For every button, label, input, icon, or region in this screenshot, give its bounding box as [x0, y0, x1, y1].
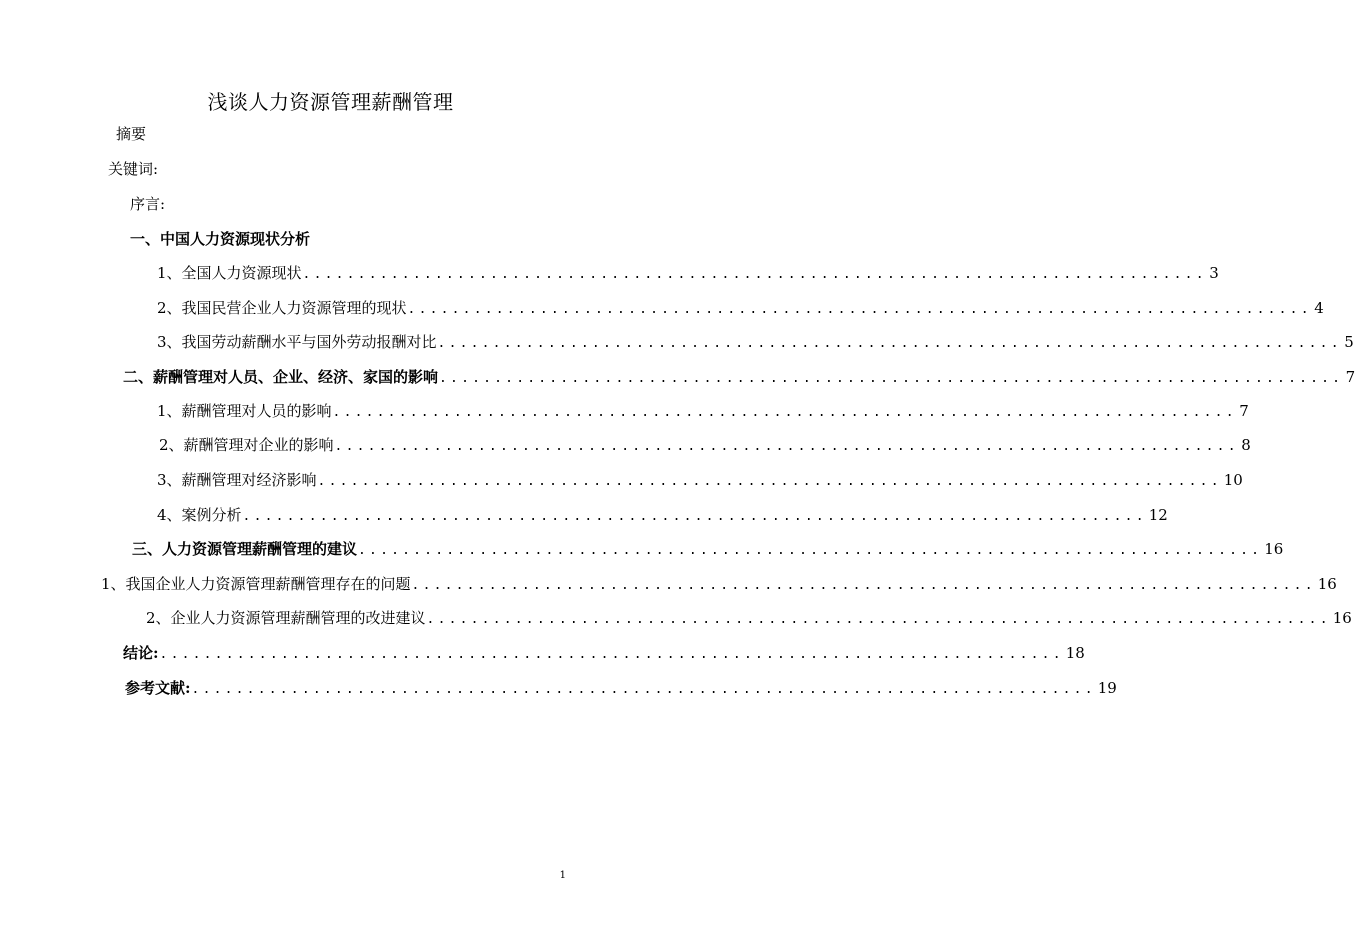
toc-leader-dots: .................................................................................. — [439, 371, 1344, 386]
toc-entry-1-1[interactable] — [157, 262, 1219, 284]
toc-entry-3-1[interactable] — [101, 573, 1337, 595]
toc-entry-text: 1、薪酬管理对人员的影响 — [157, 402, 332, 420]
toc-section-1-heading — [130, 228, 310, 250]
toc-entry-1-2[interactable] — [157, 297, 1324, 319]
toc-entry-text: 一、中国人力资源现状分析 — [130, 230, 311, 248]
toc-leader-dots: .................................................................................. — [332, 405, 1237, 420]
toc-entry-text: 1、全国人力资源现状 — [157, 264, 302, 282]
toc-page-number: 16 — [1264, 540, 1284, 558]
toc-leader-dots: .................................................................................. — [437, 336, 1342, 351]
toc-section-3-heading[interactable] — [132, 538, 1284, 560]
toc-leader-dots: .................................................................................. — [302, 267, 1207, 282]
toc-entry-text: 2、企业人力资源管理薪酬管理的改进建议 — [146, 609, 426, 627]
toc-leader-dots: .................................................................................. — [426, 612, 1331, 627]
toc-entry-2-3[interactable] — [157, 469, 1243, 491]
toc-page-number: 12 — [1148, 506, 1168, 524]
toc-page-number: 18 — [1065, 644, 1085, 662]
toc-entry-1-3[interactable] — [157, 331, 1354, 353]
toc-leader-dots: .................................................................................. — [334, 439, 1239, 454]
toc-entry-text: 结论: — [123, 644, 159, 662]
toc-page-number: 5 — [1344, 333, 1354, 351]
abstract-label: 摘要 — [116, 125, 147, 143]
toc-page-number: 7 — [1239, 402, 1249, 420]
toc-page-number: 19 — [1097, 679, 1117, 697]
keywords-label: 关键词: — [108, 160, 159, 178]
toc-entry-text: 三、人力资源管理薪酬管理的建议 — [132, 540, 358, 558]
toc-leader-dots: .................................................................................. — [159, 647, 1064, 662]
page-number-footer: 1 — [559, 870, 566, 881]
toc-leader-dots: .................................................................................. — [358, 543, 1263, 558]
toc-entry-2-4[interactable] — [157, 504, 1168, 526]
toc-entry-text: 二、薪酬管理对人员、企业、经济、家国的影响 — [123, 368, 439, 386]
toc-entry-text: 参考文献: — [125, 679, 191, 697]
toc-page-number: 4 — [1314, 299, 1324, 317]
preface-label: 序言: — [130, 195, 166, 213]
toc-page-number: 10 — [1223, 471, 1243, 489]
toc-entry-3-2[interactable] — [146, 607, 1352, 629]
toc-entry-text: 3、薪酬管理对经济影响 — [157, 471, 317, 489]
toc-page-number: 16 — [1317, 575, 1337, 593]
toc-entry-text: 4、案例分析 — [157, 506, 242, 524]
toc-references[interactable] — [125, 677, 1117, 699]
toc-entry-text: 1、我国企业人力资源管理薪酬管理存在的问题 — [101, 575, 411, 593]
toc-entry-text: 3、我国劳动薪酬水平与国外劳动报酬对比 — [157, 333, 437, 351]
document-title: 浅谈人力资源管理薪酬管理 — [207, 90, 454, 114]
toc-leader-dots: .................................................................................. — [407, 302, 1312, 317]
toc-entry-text: 2、我国民营企业人力资源管理的现状 — [157, 299, 407, 317]
toc-leader-dots: .................................................................................. — [411, 578, 1316, 593]
toc-page-number: 8 — [1241, 436, 1251, 454]
toc-conclusion[interactable] — [123, 642, 1085, 664]
toc-leader-dots: .................................................................................. — [191, 682, 1096, 697]
toc-page-number: 16 — [1332, 609, 1352, 627]
toc-entry-2-1[interactable] — [157, 400, 1249, 422]
toc-page-number: 7 — [1345, 368, 1355, 386]
toc-leader-dots: .................................................................................. — [317, 474, 1222, 489]
toc-entry-2-2[interactable] — [159, 434, 1251, 456]
toc-section-2-heading[interactable] — [123, 366, 1355, 388]
toc-leader-dots: .................................................................................. — [242, 509, 1147, 524]
toc-entry-text: 2、薪酬管理对企业的影响 — [159, 436, 334, 454]
toc-page-number: 3 — [1209, 264, 1219, 282]
